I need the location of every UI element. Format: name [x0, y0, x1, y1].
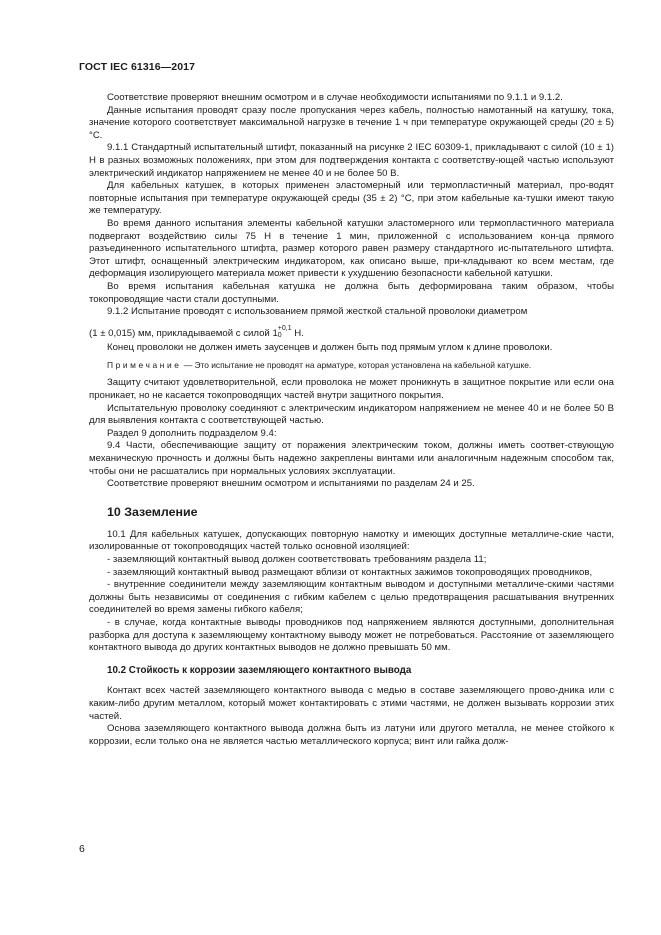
paragraph: Данные испытания проводят сразу после пропускания через кабель, полностью намотанный на катушку, тока, значение которого соответствует максимальной нагрузке в течение 1 ч при температуре окружающей среды (20 ± 5) °С. [89, 104, 614, 141]
tolerance-upper: +0,1 [277, 324, 292, 332]
paragraph: 9.1.2 Испытание проводят с использованием прямой жесткой стальной проволоки диаметром [107, 306, 528, 318]
list-item: - в случае, когда контактные выводы проводников под напряжением являются доступными, дополнительная разборка для доступа к заземляющему контактному выводу может не потребоваться. Расстояние от заземляющего контактного вывода до других контактных выводов не должно превышать 50 мм. [89, 616, 614, 654]
paragraph: Контакт всех частей заземляющего контактного вывода с медью в составе заземляющего прово-дника или с каким-либо другим металлом, который может контактировать с этими частями, не должен вызывать коррозии этих частей. [89, 685, 614, 722]
paragraph: Во время данного испытания элементы кабельной катушки эластомерного или термопластичного материала подвергают воздействию силы 75 Н в течение 1 мин, приложенной с использованием кон-ца прямого разъединенного испытательного штифта, размер которого равен размеру стандартного ис-пытательного штифта. Этот штифт, оснащенный электрическим индикатором, как описано выше, при-кладывают ко всем местам, где деформация изолирующего материала может привести к ухудшению безопасности кабельной катушки. [89, 217, 614, 280]
list-item: - внутренние соединители между заземляющим контактным выводом и доступными металличе-скими частями должны быть независимы от соединения с гибким кабелем с целью предотвращения расшатывания внутренних соединителей во время замены гибкого кабеля; [89, 579, 614, 616]
wire-diameter-formula [89, 325, 614, 341]
subsection-heading: 10.2 Стойкость к коррозии заземляющего контактного вывода [107, 664, 412, 676]
paragraph: Соответствие проверяют внешним осмотром и в случае необходимости испытаниями по 9.1.1 и 9.1.2. [107, 92, 563, 103]
note-text: — Это испытание не проводят на арматуре, которая установлена на кабельной катушке. [181, 359, 532, 370]
paragraph: Соответствие проверяют внешним осмотром и испытаниями по разделам 24 и 25. [107, 478, 475, 490]
paragraph: Конец проволоки не должен иметь заусенцев и должен быть под прямым углом к длине проволоки. [107, 342, 553, 354]
paragraph: 10.1 Для кабельных катушек, допускающих повторную намотку и имеющих доступные металличе-ские части, изолированные от токопроводящих частей только основной изоляцией: [89, 528, 614, 553]
paragraph: Для кабельных катушек, в которых применен эластомерный или термопластичный материал, про-водят повторные испытания при температуре окружающей среды (35 ± 2) °С, при этом кабельные ка-тушки имеют такую же температуру. [89, 180, 614, 217]
paragraph: Испытательную проволоку соединяют с электрическим индикатором напряжением не менее 40 и не более 50 В для выявления контакта с соответствующей частью. [89, 402, 614, 427]
paragraph: 9.1.1 Стандартный испытательный штифт, показанный на рисунке 2 IEC 60309-1, прикладывают с силой (10 ± 1) Н в разных возможных положениях, при этом для подтверждения контакта с соответству-ющей частью используют электрический индикатор напряжением не менее 40 и не более 50 В. [89, 142, 614, 179]
paragraph: Раздел 9 дополнить подразделом 9.4: [107, 427, 277, 439]
tolerance [278, 325, 292, 339]
paragraph: Основа заземляющего контактного вывода должна быть из латуни или другого металла, не менее стойкого к коррозии, если только она не является частью металлического корпуса; винт или гайка долж- [89, 723, 614, 747]
note [89, 359, 614, 372]
note-label: Примечание [107, 359, 182, 370]
list-item: - заземляющий контактный вывод должен соответствовать требованиям раздела 11; [107, 554, 487, 565]
formula-suffix: Н. [291, 327, 304, 339]
page-number: 6 [79, 843, 85, 855]
section-heading: 10 Заземление [107, 504, 198, 519]
paragraph: 9.4 Части, обеспечивающие защиту от поражения электрическим током, должны иметь соответ-ствующую механическую прочность и должны быть надежно закреплены винтами или аналогичным надежным способом так, чтобы они не расшатались при нормальных условиях эксплуатации. [89, 440, 614, 477]
tolerance-lower: 0 [277, 331, 282, 339]
paragraph: Защиту считают удовлетворительной, если проволока не может проникнуть в защитное покрытие или если она проникает, но не касается токопроводящих частей внутри защитного покрытия. [89, 377, 614, 402]
document-header: ГОСТ IEC 61316—2017 [79, 61, 196, 73]
page-content [89, 92, 614, 748]
formula-prefix: (1 ± 0,015) мм, прикладываемой с силой 1 [89, 327, 278, 339]
list-item: - заземляющий контактный вывод размещают вблизи от контактных зажимов токопроводящих проводников, [107, 566, 593, 578]
paragraph: Во время испытания кабельная катушка не должна быть деформирована таким образом, чтобы токопроводящие части стали доступными. [89, 280, 614, 305]
